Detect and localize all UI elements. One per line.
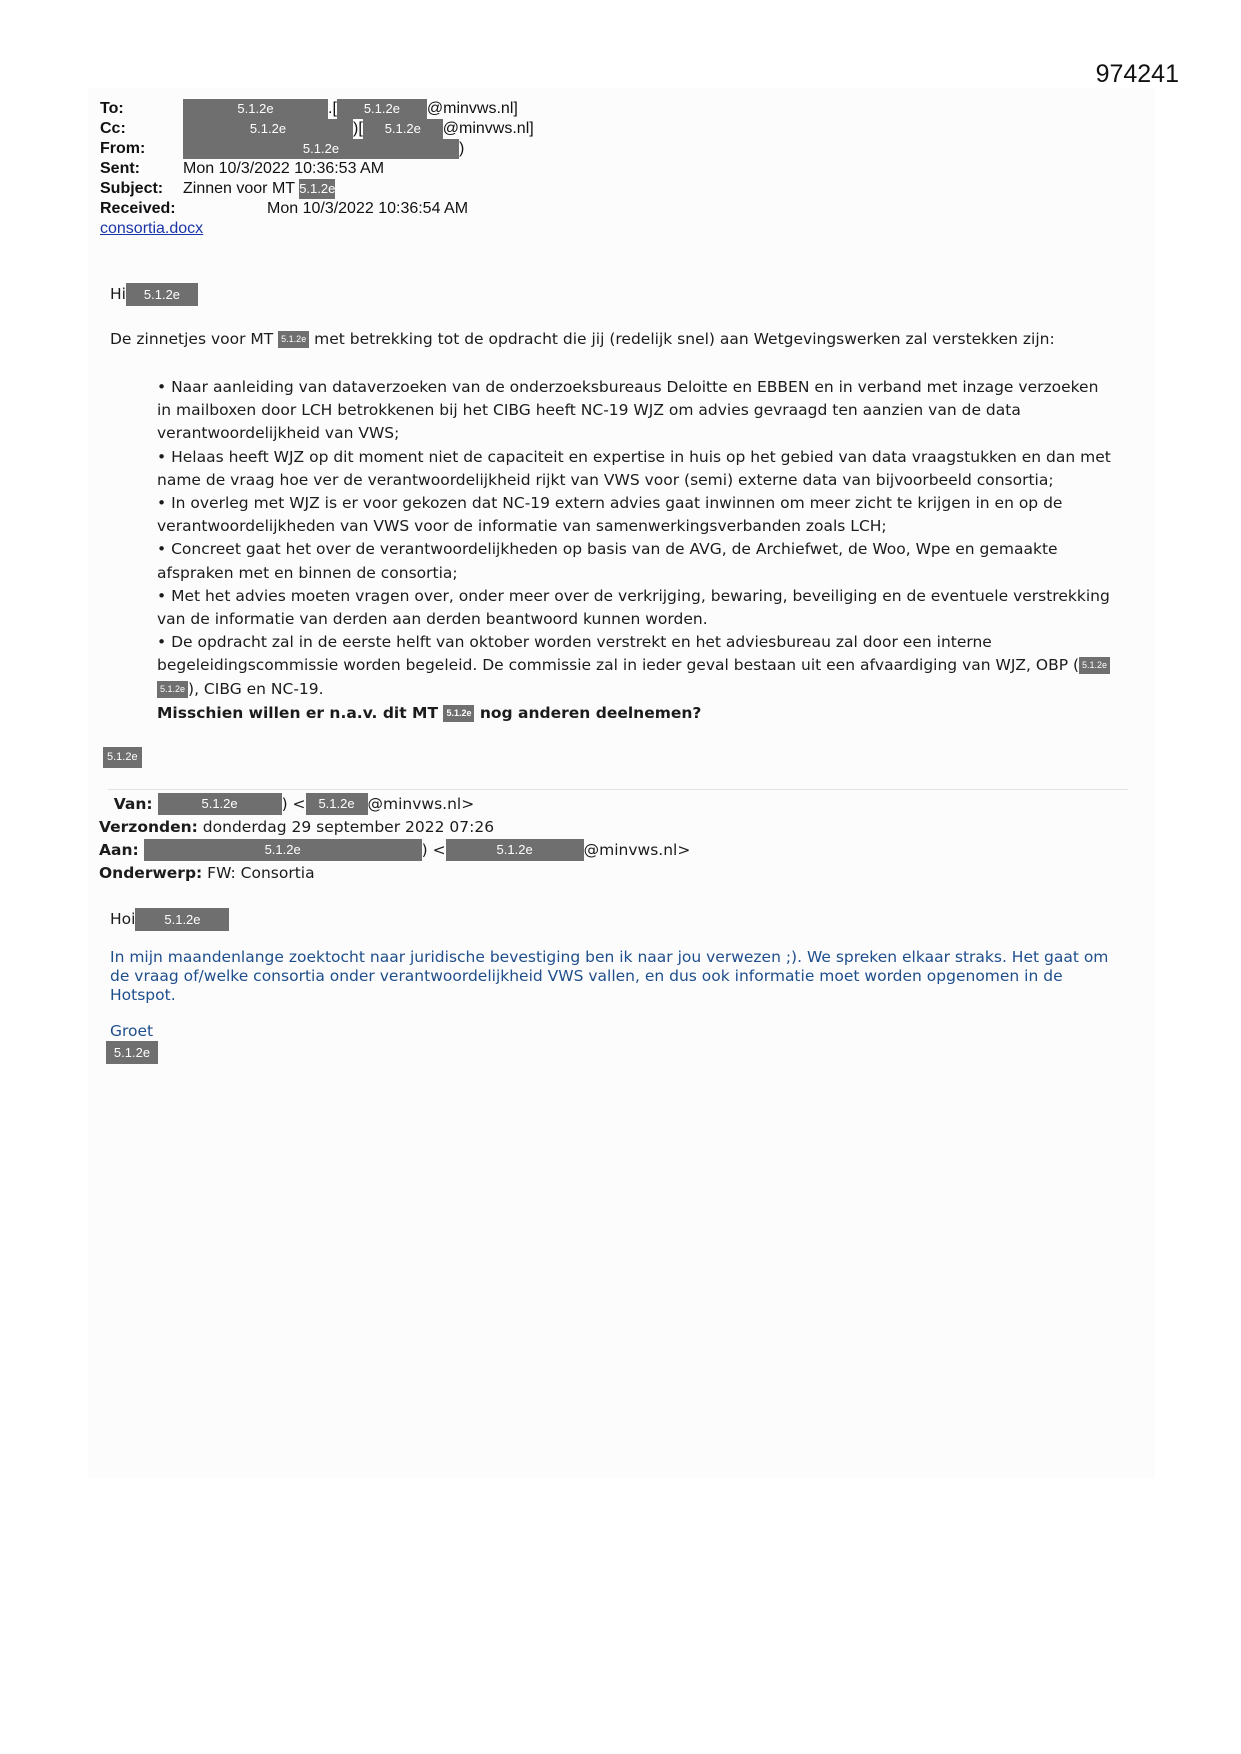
to-separator: .[ [328, 100, 337, 117]
sent-row [100, 159, 385, 179]
redaction-box: 5.1.2e [278, 331, 309, 348]
forwarded-signature [106, 1041, 158, 1064]
van-domain: @minvws.nl> [367, 795, 475, 813]
received-label: Received: [100, 200, 176, 217]
aan-row [99, 839, 690, 862]
from-value [183, 139, 464, 159]
verzonden-row [99, 816, 690, 839]
from-label: From: [100, 140, 146, 157]
list-item: • Met het advies moeten vragen over, onder meer over de verkrijging, bewaring, beveiliging en de eventuele verstrekking van de informatie van derden aan derden beantwoord kunnen worden. [157, 586, 1110, 629]
sent-value: Mon 10/3/2022 10:36:53 AM [183, 160, 385, 177]
greeting-line [110, 283, 1130, 306]
redaction-box: 5.1.2e [363, 119, 443, 139]
redaction-box: 5.1.2e [158, 793, 282, 815]
list-item: • Naar aanleiding van dataverzoeken van de onderzoeksbureaus Deloitte en EBBEN en in verband met inzage verzoeken in mailboxen door LCH betrokkenen bij het CIBG heeft NC-19 WJZ om advies gevraagd ten aanzien van de data verantwoordelijkheid van VWS; [157, 378, 1099, 443]
cc-value [183, 119, 534, 139]
divider [108, 789, 1128, 790]
redaction-box: 5.1.2e [135, 908, 229, 931]
verzonden-value: donderdag 29 september 2022 07:26 [202, 818, 495, 836]
redaction-box: 5.1.2e [446, 839, 584, 861]
closing-question [157, 702, 1117, 725]
document-id: 974241 [1095, 60, 1179, 88]
cc-separator: )[ [353, 120, 363, 137]
redaction-box: 5.1.2e [299, 179, 335, 199]
subject-value [183, 179, 335, 199]
bullet-list [157, 376, 1117, 725]
forwarded-body: In mijn maandenlange zoektocht naar juridische bevestiging ben ik naar jou verwezen ;). We spreken elkaar straks. Het gaat om de vraag of/welke consortia onder verantwoordelijkheid VWS vallen, en dus ook informatie moet worden opgenomen in de Hotspot. [110, 948, 1109, 1004]
redaction-box: 5.1.2e [337, 99, 427, 119]
received-value: Mon 10/3/2022 10:36:54 AM [267, 200, 469, 217]
subject-label: Subject: [100, 180, 164, 197]
forwarded-closing: Groet [110, 1022, 154, 1040]
attachment-row [100, 219, 203, 239]
redaction-box: 5.1.2e [157, 681, 188, 698]
redaction-box: 5.1.2e [103, 747, 142, 768]
attachment-link[interactable]: consortia.docx [100, 220, 204, 237]
closing-pre: Misschien willen er n.a.v. dit MT [157, 703, 439, 722]
cc-label: Cc: [100, 120, 126, 137]
redaction-box: 5.1.2e [183, 119, 353, 139]
last-bullet-pre: • De opdracht zal in de eerste helft van oktober worden verstrekt en het adviesbureau zal door een interne begeleidingscommissie worden begeleid. De commissie zal in ieder geval bestaan uit een afvaardiging van WJZ, OBP ( [157, 633, 1080, 675]
email-header [100, 99, 534, 239]
redaction-box: 5.1.2e [106, 1041, 158, 1064]
subject-text: Zinnen voor MT [183, 180, 295, 197]
forwarded-greeting [110, 908, 229, 931]
intro-pre: De zinnetjes voor MT [110, 330, 274, 348]
greeting-text: Hi [110, 285, 126, 303]
subject-row [100, 179, 336, 199]
list-item [157, 631, 1117, 701]
intro-line [110, 330, 1130, 348]
to-label: To: [100, 100, 124, 117]
redaction-box: 5.1.2e [183, 139, 459, 159]
redaction-box: 5.1.2e [443, 705, 474, 722]
redaction-box: 5.1.2e [144, 839, 422, 861]
closing-post: nog anderen deelnemen? [479, 703, 702, 722]
signature-redaction [103, 747, 142, 768]
redaction-box: 5.1.2e [126, 283, 198, 306]
redaction-box: 5.1.2e [183, 99, 328, 119]
onderwerp-row [99, 862, 690, 885]
aan-separator: ) < [421, 841, 446, 859]
intro-post: met betrekking tot de opdracht die jij (redelijk snel) aan Wetgevingswerken zal verstekken zijn: [314, 330, 1055, 348]
from-end: ) [459, 140, 465, 157]
van-separator: ) < [281, 795, 306, 813]
onderwerp-label: Onderwerp: [99, 864, 203, 882]
last-bullet-post: ), CIBG en NC-19. [188, 679, 324, 698]
from-row [100, 139, 465, 159]
forwarded-header [99, 793, 690, 885]
list-item: • In overleg met WJZ is er voor gekozen dat NC-19 extern advies gaat inwinnen om meer zicht te krijgen in en op de verantwoordelijkheden van VWS voor de informatie van samenwerkingsverbanden zoals LCH; [157, 494, 1063, 536]
sent-label: Sent: [100, 160, 140, 177]
verzonden-label: Verzonden: [99, 818, 198, 836]
to-domain: @minvws.nl] [426, 100, 518, 117]
cc-row [100, 119, 534, 139]
list-item: • Helaas heeft WJZ op dit moment niet de capaciteit en expertise in huis op het gebied van data vraagstukken en dan met name de vraag hoe ver de verantwoordelijkheid rijkt van VWS voor (semi) externe data van bijvoorbeeld consortia; [157, 447, 1111, 489]
received-row [100, 199, 469, 219]
redaction-box: 5.1.2e [1079, 657, 1110, 674]
to-row [100, 99, 518, 119]
list-item: • Concreet gaat het over de verantwoordelijkheden op basis van de AVG, de Archiefwet, de Woo, Wpe en gemaakte afspraken met en binnen de consortia; [157, 540, 1058, 582]
to-value [183, 99, 518, 119]
cc-domain: @minvws.nl] [442, 120, 534, 137]
aan-label: Aan: [99, 841, 139, 859]
aan-domain: @minvws.nl> [583, 841, 691, 859]
van-label: Van: [113, 795, 153, 813]
van-row [99, 793, 690, 816]
redaction-box: 5.1.2e [306, 793, 368, 815]
forwarded-greeting-text: Hoi [110, 910, 136, 928]
onderwerp-value: FW: Consortia [207, 864, 315, 882]
